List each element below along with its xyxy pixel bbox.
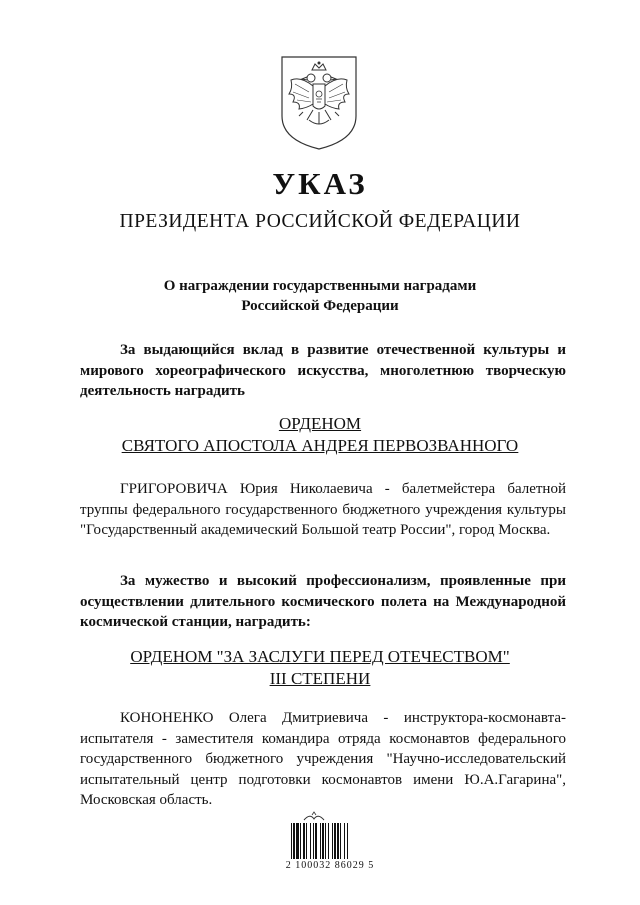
barcode-number: 2 100032 86029 5	[285, 860, 375, 871]
decree-subtitle: ПРЕЗИДЕНТА РОССИЙСКОЙ ФЕДЕРАЦИИ	[119, 211, 521, 232]
section2-order-line-2: III СТЕПЕНИ	[269, 669, 371, 688]
section2-order-line-1: ОРДЕНОМ "ЗА ЗАСЛУГИ ПЕРЕД ОТЕЧЕСТВОМ"	[130, 647, 510, 666]
coat-of-arms-emblem	[279, 54, 359, 151]
section2-order-name	[0, 646, 640, 690]
section2-preamble-text: За мужество и высокий профессионализм, проявленные при осуществлении длительного космического полета на Международной космической станции, наградить:	[80, 573, 566, 630]
decree-title: УКАЗ	[272, 166, 368, 201]
subject-line-2: Российской Федерации	[241, 298, 399, 314]
section1-recipient	[80, 479, 566, 541]
section1-order-line-1: ОРДЕНОМ	[278, 414, 362, 433]
small-ornament-icon	[302, 810, 326, 822]
section2-recipient-text: КОНОНЕНКО Олега Дмитриевича - инструктора-космонавта-испытателя - заместителя командира отряда космонавтов федерального государственного бюджетного учреждения "Научно-исследовательский испытательный центр подготовки космонавтов имени Ю.А.Гагарина", Московская область.	[80, 710, 566, 808]
double-headed-eagle-icon	[279, 54, 359, 151]
section1-preamble	[80, 340, 566, 402]
subject-line-1: О награждении государственными наградами	[163, 278, 477, 294]
section2-recipient	[80, 708, 566, 811]
section1-order-name	[0, 413, 640, 457]
section1-preamble-text: За выдающийся вклад в развитие отечественной культуры и мирового хореографического искусства, многолетнюю творческую деятельность наградить	[80, 342, 566, 399]
section1-recipient-text: ГРИГОРОВИЧА Юрия Николаевича - балетмейстера балетной труппы федерального государственного бюджетного учреждения культуры "Государственный академический Большой театр России", город Москва.	[80, 481, 566, 538]
decree-subject	[0, 276, 640, 316]
section2-preamble	[80, 571, 566, 633]
barcode-icon	[290, 823, 370, 859]
section1-order-line-2: СВЯТОГО АПОСТОЛА АНДРЕЯ ПЕРВОЗВАННОГО	[121, 436, 519, 455]
